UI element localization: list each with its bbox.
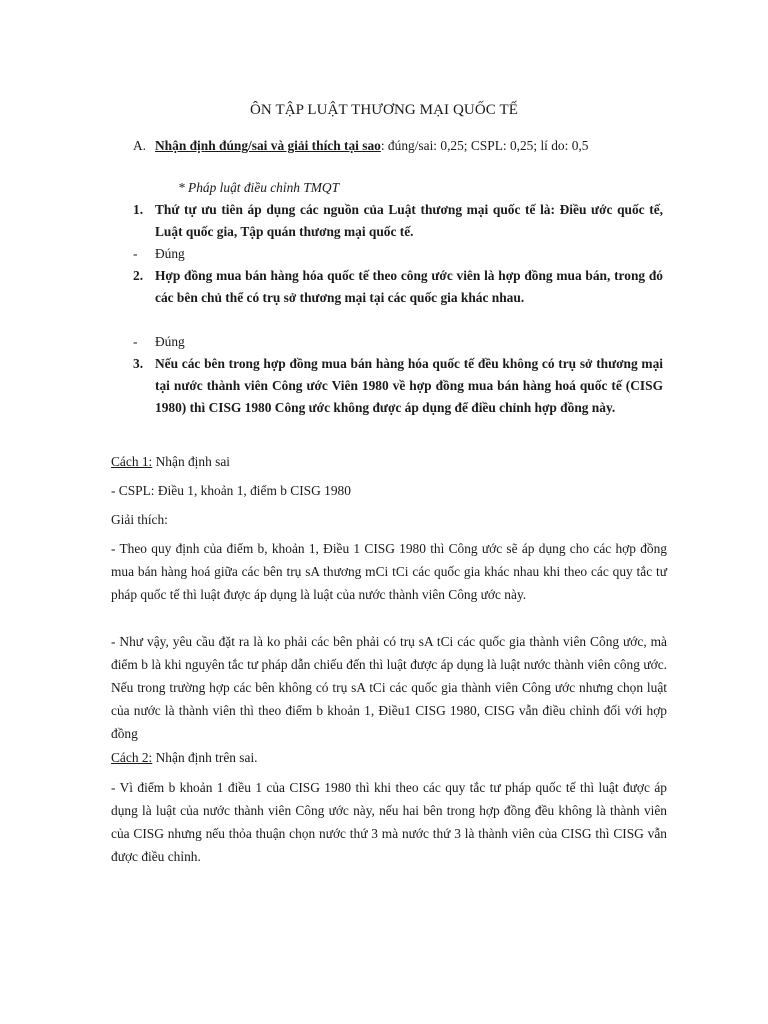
cach1-cspl: - CSPL: Điều 1, khoản 1, điểm b CISG 1980 bbox=[111, 483, 351, 498]
answer-dash: - bbox=[133, 246, 138, 261]
answer-text: Đúng bbox=[155, 246, 185, 261]
section-letter: A. bbox=[133, 138, 147, 153]
document-title: ÔN TẬP LUẬT THƯƠNG MẠI QUỐC TẾ bbox=[250, 102, 518, 118]
statement-2 bbox=[133, 265, 663, 309]
statement-text: Hợp đồng mua bán hàng hóa quốc tế theo công ước viên là hợp đồng mua bán, trong đó các bên chủ thể có trụ sở thương mại tại các quốc gia khác nhau. bbox=[155, 268, 663, 305]
cach1-verdict-text: Nhận định sai bbox=[152, 454, 231, 469]
statement-number: 2. bbox=[133, 268, 144, 283]
cach2-paragraph-1: - Vì điểm b khoản 1 điều 1 của CISG 1980 thì khi theo các quy tắc tư pháp quốc tế thì luật được áp dụng là luật của nước thành viên Công ước này, nếu hai bên trong hợp đồng đều không là thành viên của CISG nhưng nếu thỏa thuận chọn nước thứ 3 mà nước thứ 3 là thành viên của CISG thì CISG vẫn được điều chỉnh. bbox=[111, 780, 667, 864]
statement-text: Thứ tự ưu tiên áp dụng các nguồn của Luật thương mại quốc tế là: Điều ước quốc tế, Luật quốc gia, Tập quán thương mại quốc tế. bbox=[155, 202, 663, 239]
subheading: * Pháp luật điều chỉnh TMQT bbox=[178, 180, 340, 195]
answer-2 bbox=[133, 332, 185, 352]
section-a-text bbox=[155, 136, 588, 156]
cach1-paragraph-1: - Theo quy định của điểm b, khoản 1, Điều 1 CISG 1980 thì Công ước sẽ áp dụng cho các hợp đồng mua bán hàng hoá giữa các bên trụ sA thương mCi tCi các quốc gia khác nhau khi theo các quy tắc tư pháp quốc tế thì luật được áp dụng là luật của nước thành viên Công ước này. bbox=[111, 541, 667, 602]
cach2-label: Cách 2: bbox=[111, 750, 153, 765]
cach1-paragraph-2: - Như vậy, yêu cầu đặt ra là ko phải các bên phải có trụ sA tCi các quốc gia thành viên Công ước, mà điểm b là khi nguyên tắc tư pháp dẫn chiếu đến thì luật được áp dụng là luật nước thành viên công ước. Nếu trong trường hợp các bên không có trụ sA tCi các quốc gia thành viên Công ước nhưng chọn luật của nước là thành viên thì theo điểm b khoản 1, Điều1 CISG 1980, CISG vẫn điều chỉnh đối với hợp đồng bbox=[111, 634, 667, 741]
answer-text: Đúng bbox=[155, 334, 185, 349]
cach1-verdict bbox=[111, 450, 667, 473]
cach1-label: Cách 1: bbox=[111, 454, 153, 469]
statement-text: Nếu các bên trong hợp đồng mua bán hàng hóa quốc tế đều không có trụ sở thương mại tại nước thành viên Công ước Viên 1980 về hợp đồng mua bán hàng hoá quốc tế (CISG 1980) thì CISG 1980 Công ước không được áp dụng để điều chỉnh hợp đồng này. bbox=[155, 356, 663, 415]
answer-1 bbox=[133, 244, 185, 264]
section-a-scoring: : đúng/sai: 0,25; CSPL: 0,25; lí do: 0,5 bbox=[380, 138, 589, 153]
statement-number: 3. bbox=[133, 356, 144, 371]
cach2-verdict bbox=[111, 746, 667, 769]
statement-3 bbox=[133, 353, 663, 419]
section-a-heading bbox=[133, 136, 663, 156]
statement-1 bbox=[133, 199, 663, 243]
answer-dash: - bbox=[133, 334, 138, 349]
cach1-giai-thich: Giải thích: bbox=[111, 512, 168, 527]
cach2-verdict-text: Nhận định trên sai. bbox=[152, 750, 258, 765]
statement-number: 1. bbox=[133, 202, 144, 217]
section-a-title: Nhận định đúng/sai và giải thích tại sao bbox=[155, 138, 381, 153]
